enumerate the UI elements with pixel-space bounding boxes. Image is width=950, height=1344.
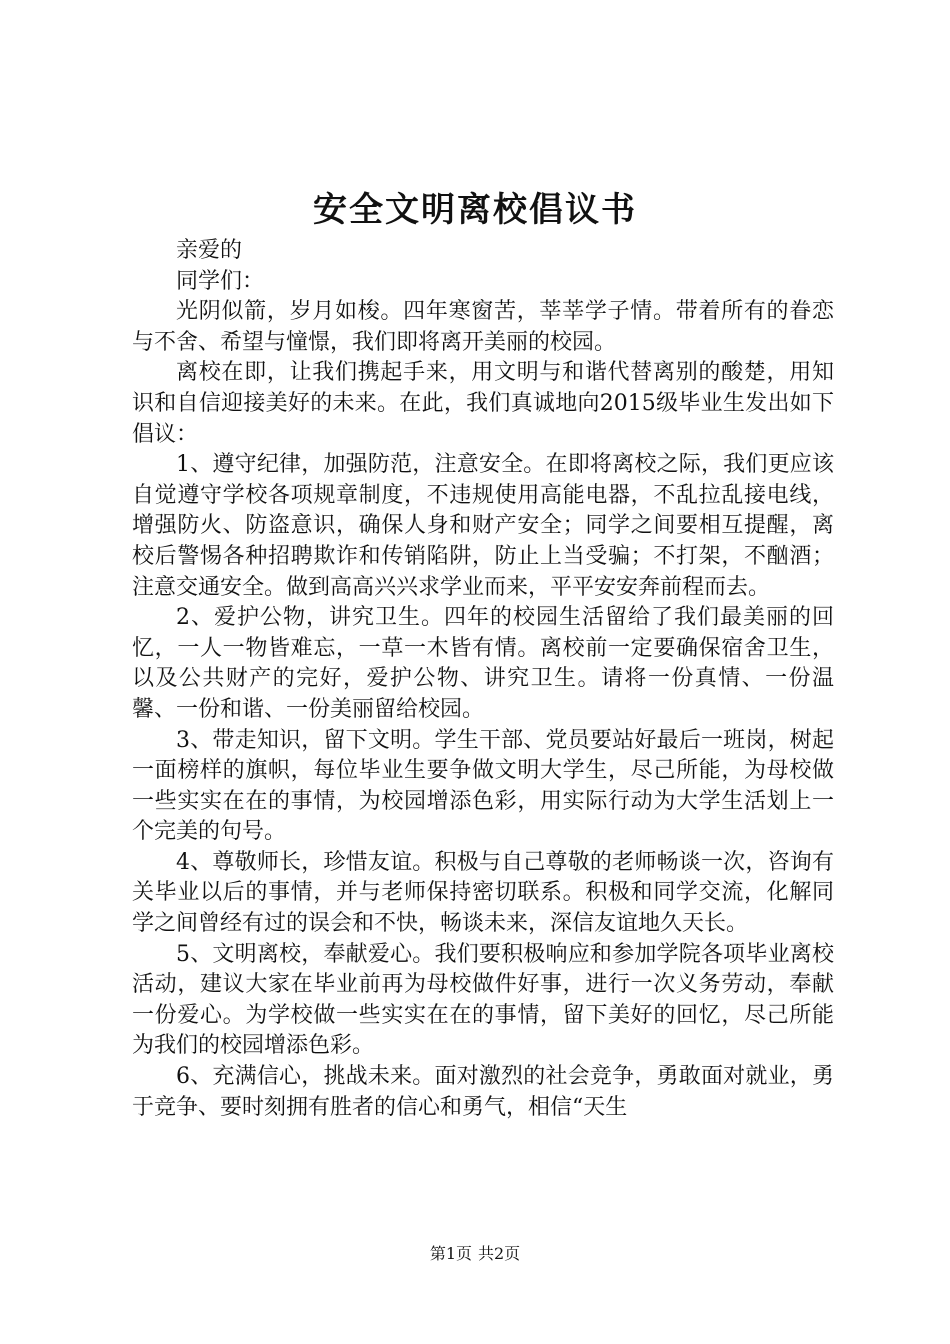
salutation-line-1: 亲爱的 bbox=[176, 238, 243, 263]
paragraph-item-5: 5、文明离校，奉献爱心。我们要积极响应和参加学院各项毕业离校活动，建议大家在毕业前再为母校做件好事，进行一次义务劳动，奉献一份爱心。为学校做一些实实在在的事情，留下美好的回忆，尽己所能为我们的校园增添色彩。 bbox=[132, 941, 834, 1059]
salutation-line-2: 同学们： bbox=[176, 268, 265, 294]
page-number-current: 第1页 bbox=[429, 1244, 472, 1263]
paragraph-proposal: 离校在即，让我们携起手来，用文明与和谐代替离别的酸楚，用知识和自信迎接美好的未来。在此，我们真诚地向2015级毕业生发出如下倡议： bbox=[132, 360, 834, 447]
page-footer bbox=[0, 1243, 950, 1265]
paragraph-item-2: 2、爱护公物，讲究卫生。四年的校园生活留给了我们最美丽的回忆，一人一物皆难忘，一草一木皆有情。离校前一定要确保宿舍卫生，以及公共财产的完好，爱护公物、讲究卫生。请将一份真情、一份温馨、一份和谐、一份美丽留给校园。 bbox=[132, 605, 834, 722]
document-title: 安全文明离校倡议书 bbox=[313, 190, 637, 230]
paragraph-item-6: 6、充满信心，挑战未来。面对激烈的社会竞争，勇敢面对就业，勇于竞争、要时刻拥有胜者的信心和勇气，相信“天生 bbox=[132, 1064, 834, 1120]
paragraph-item-3: 3、带走知识，留下文明。学生干部、党员要站好最后一班岗，树起一面榜样的旗帜，每位毕业生要争做文明大学生，尽己所能，为母校做一些实实在在的事情，为校园增添色彩，用实际行动为大学生活划上一个完美的句号。 bbox=[132, 727, 834, 845]
paragraph-item-4: 4、尊敬师长，珍惜友谊。积极与自己尊敬的老师畅谈一次，咨询有关毕业以后的事情，并与老师保持密切联系。积极和同学交流，化解同学之间曾经有过的误会和不快，畅谈未来，深信友谊地久天长。 bbox=[132, 849, 834, 937]
paragraph-item-1: 1、遵守纪律，加强防范，注意安全。在即将离校之际，我们更应该自觉遵守学校各项规章制度，不违规使用高能电器，不乱拉乱接电线，增强防火、防盗意识，确保人身和财产安全；同学之间要相互提醒，离校后警惕各种招聘欺诈和传销陷阱，防止上当受骗；不打架，不酗酒；注意交通安全。做到高高兴兴求学业而来，平平安安奔前程而去。 bbox=[132, 452, 834, 600]
paragraph-intro: 光阴似箭，岁月如梭。四年寒窗苦，莘莘学子情。带着所有的眷恋与不舍、希望与憧憬，我们即将离开美丽的校园。 bbox=[132, 299, 834, 355]
page-number-total: 共2页 bbox=[478, 1244, 521, 1263]
document-body bbox=[132, 236, 834, 1123]
